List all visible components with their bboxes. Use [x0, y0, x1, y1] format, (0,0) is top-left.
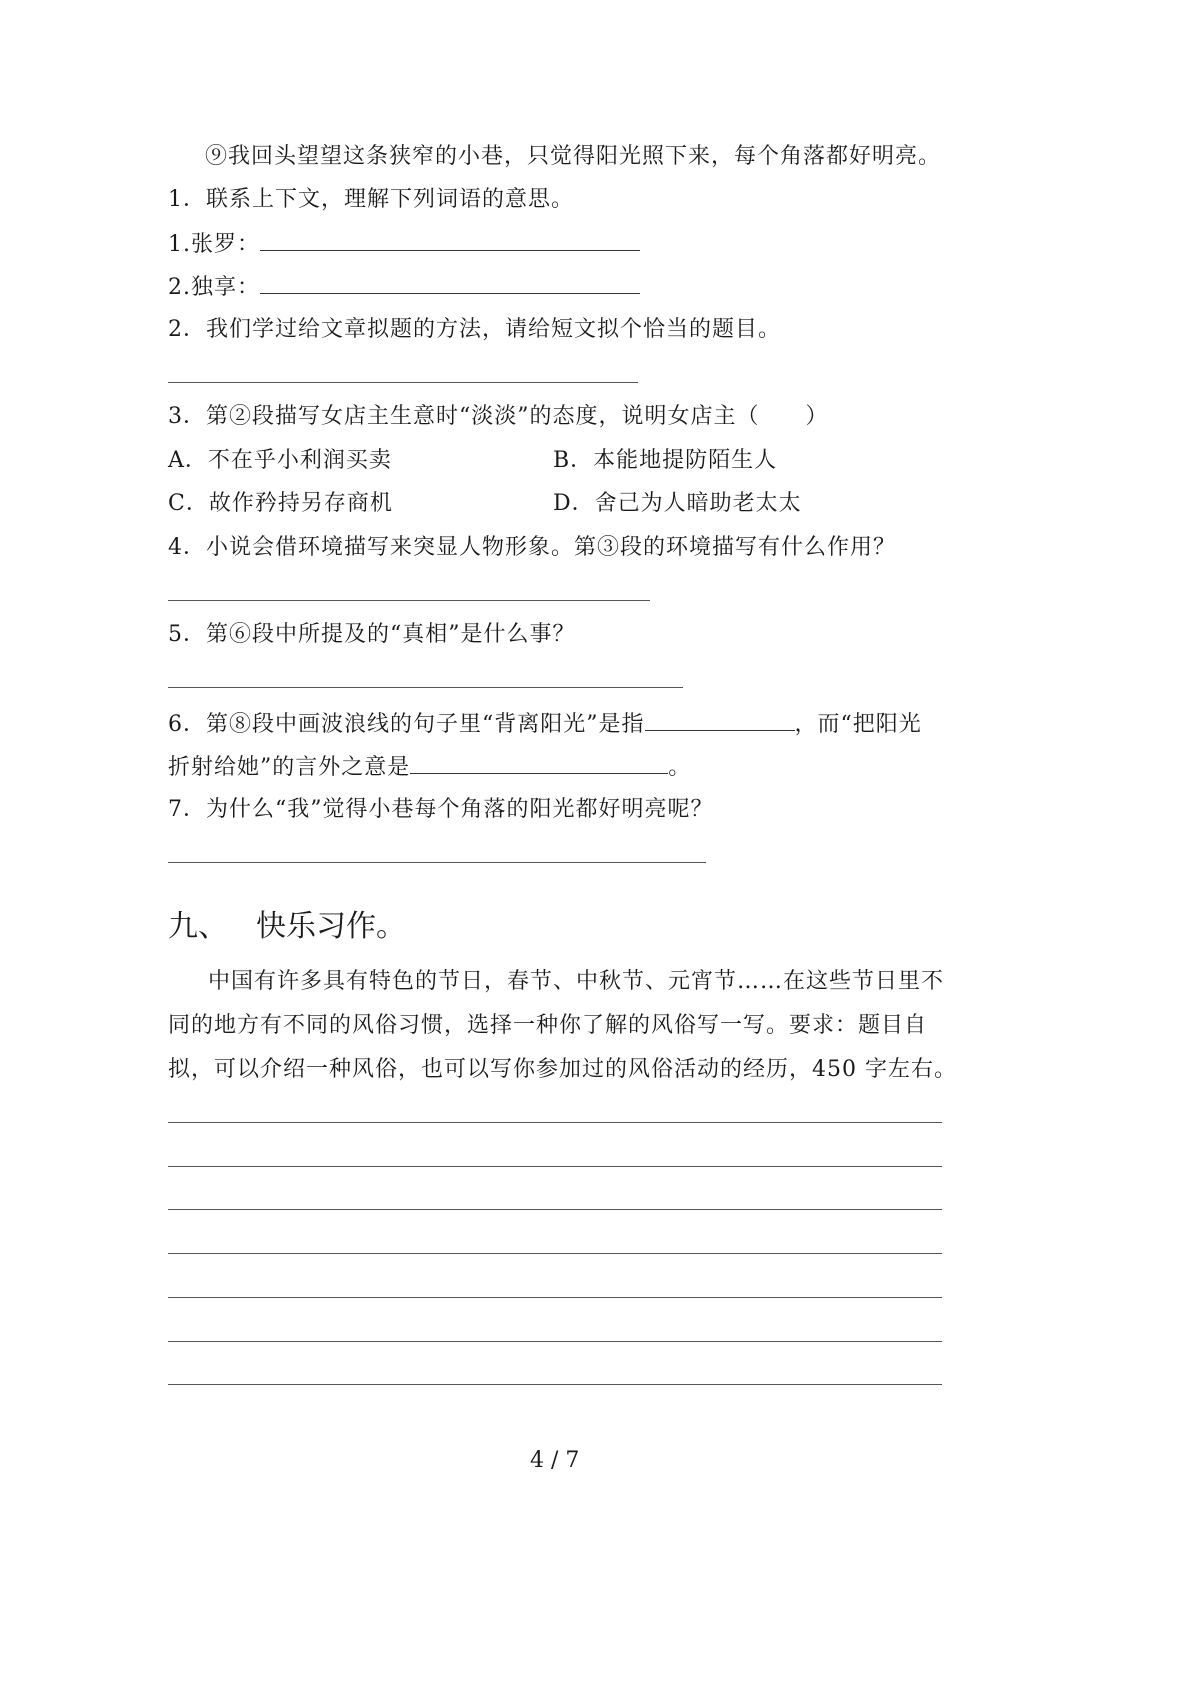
answer-line-q7[interactable]	[168, 862, 706, 863]
answer-blank-zhangluo[interactable]	[260, 228, 640, 251]
question-4-stem: 4．小说会借环境描写来突显人物形象。第③段的环境描写有什么作用？	[168, 535, 896, 560]
question-6-line-2	[168, 751, 691, 783]
answer-blank-q6-2[interactable]	[410, 751, 668, 774]
option-d[interactable]: D．舍己为人暗助老太太	[553, 491, 802, 516]
question-6-line-1	[168, 708, 922, 740]
question-7-stem: 7．为什么“我”觉得小巷每个角落的阳光都好明亮呢？	[168, 797, 714, 822]
writing-prompt-line-2: 同的地方有不同的风俗习惯，选择一种你了解的风俗写一写。要求：题目自	[168, 1013, 928, 1038]
question-6-part-4: 。	[668, 755, 692, 780]
question-1-item-2	[168, 271, 640, 303]
passage-paragraph-9: ⑨我回头望望这条狭窄的小巷，只觉得阳光照下来，每个角落都好明亮。	[205, 144, 942, 169]
question-6-part-1: 6．第⑧段中画波浪线的句子里“背离阳光”是指	[168, 712, 645, 737]
question-1-stem: 1．联系上下文，理解下列词语的意思。	[168, 187, 574, 212]
option-b[interactable]: B．本能地提防陌生人	[553, 448, 778, 473]
writing-line-4[interactable]	[168, 1253, 942, 1254]
option-a[interactable]: A．不在乎小利润买卖	[168, 448, 392, 473]
writing-line-2[interactable]	[168, 1166, 942, 1167]
writing-line-1[interactable]	[168, 1122, 942, 1123]
answer-blank-duxiang[interactable]	[260, 271, 640, 294]
option-c[interactable]: C．故作矜持另存商机	[168, 491, 393, 516]
writing-line-5[interactable]	[168, 1297, 942, 1298]
question-5-stem: 5．第⑥段中所提及的“真相”是什么事？	[168, 622, 576, 647]
section-9-number: 九、	[168, 909, 228, 944]
question-1-item-2-label: 2.独享：	[168, 275, 260, 300]
answer-line-q5[interactable]	[168, 687, 683, 688]
question-1-item-1	[168, 228, 640, 260]
writing-prompt-line-1: 中国有许多具有特色的节日，春节、中秋节、元宵节……在这些节日里不	[208, 969, 945, 994]
question-2-stem: 2．我们学过给文章拟题的方法，请给短文拟个恰当的题目。	[168, 317, 781, 342]
answer-line-q2[interactable]	[168, 382, 638, 383]
page-number: 4 / 7	[530, 1448, 580, 1473]
question-1-item-1-label: 1.张罗：	[168, 232, 260, 257]
section-9-heading	[168, 907, 406, 947]
writing-line-7[interactable]	[168, 1384, 942, 1385]
question-6-part-2: ，而“把阳光	[794, 712, 922, 737]
section-9-title: 快乐习作。	[256, 909, 406, 944]
answer-blank-q6-1[interactable]	[645, 708, 795, 731]
question-6-part-3: 折射给她”的言外之意是	[168, 755, 411, 780]
answer-line-q4[interactable]	[168, 600, 650, 601]
writing-prompt-line-3: 拟，可以介绍一种风俗，也可以写你参加过的风俗活动的经历，450 字左右。	[168, 1057, 957, 1082]
writing-line-6[interactable]	[168, 1341, 942, 1342]
writing-line-3[interactable]	[168, 1209, 942, 1210]
question-3-stem: 3．第②段描写女店主生意时“淡淡”的态度，说明女店主（ ）	[168, 404, 829, 429]
